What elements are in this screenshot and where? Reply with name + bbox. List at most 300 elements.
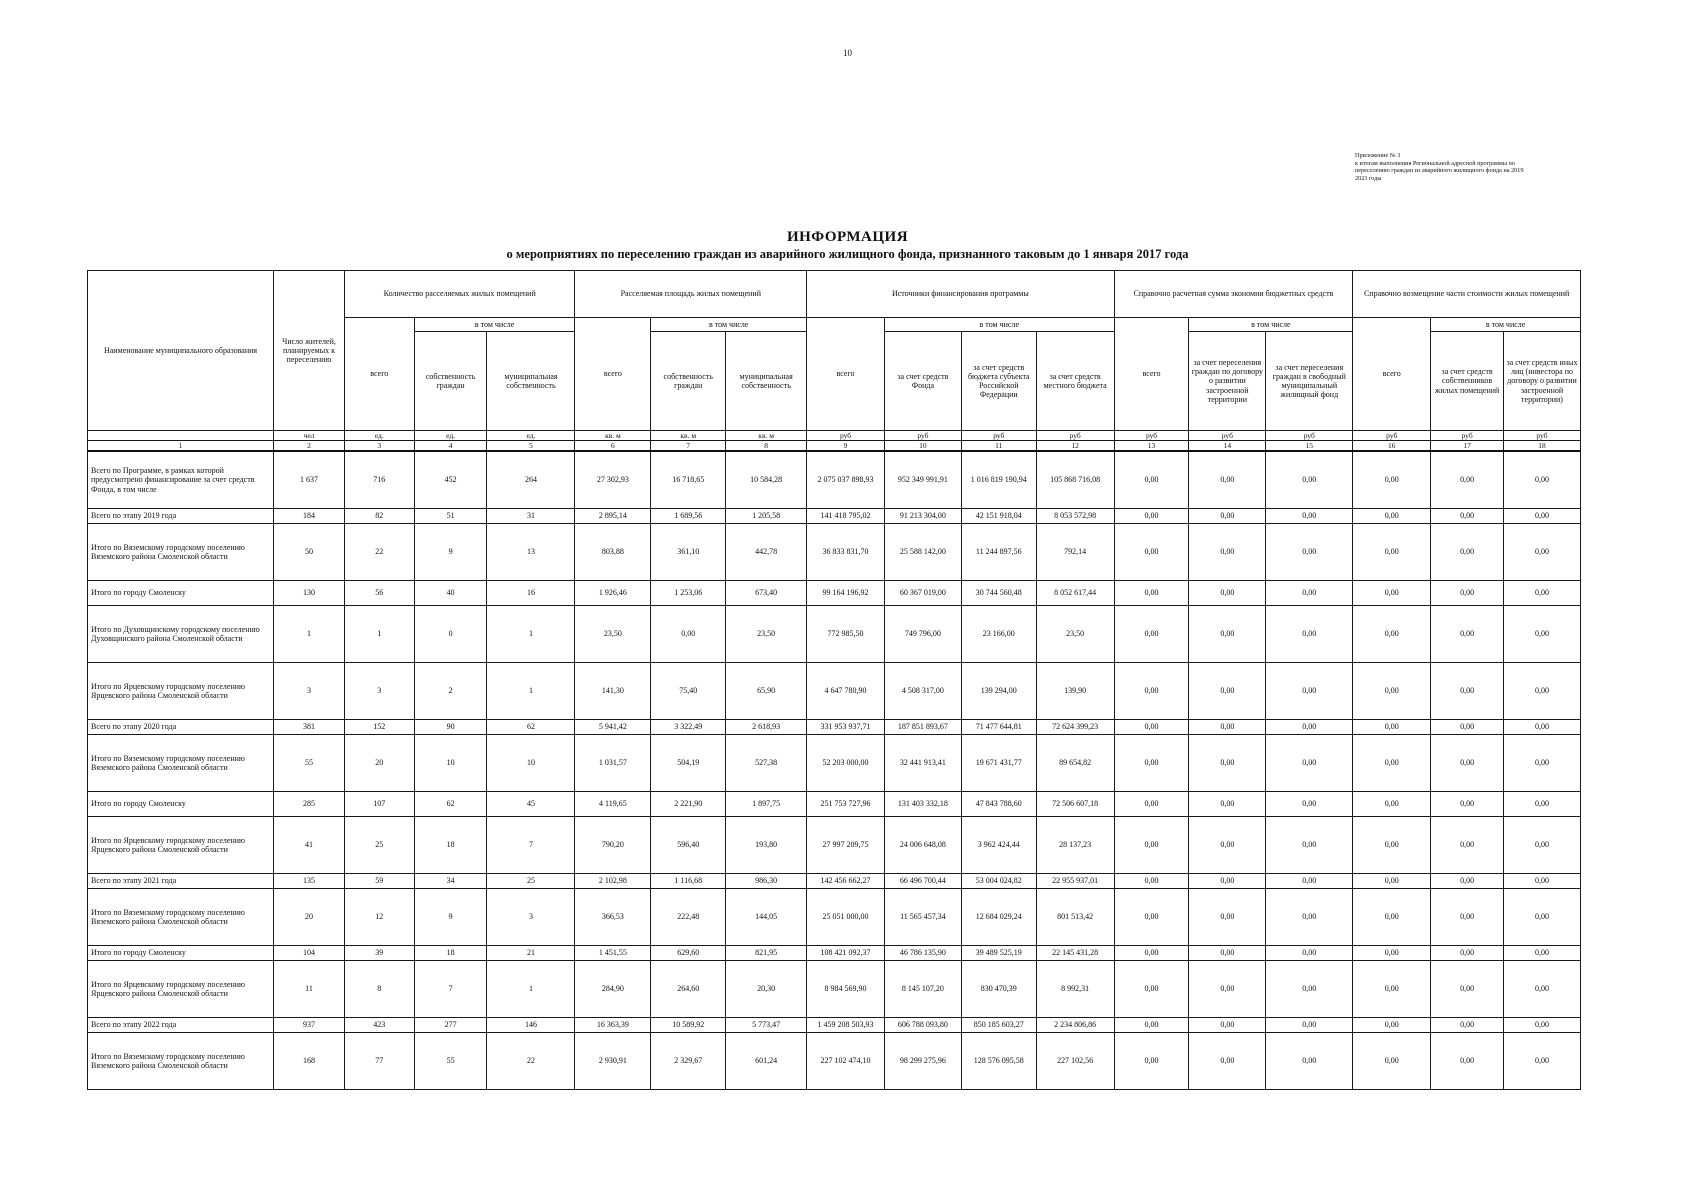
value-cell: 23,50	[1036, 606, 1114, 663]
value-cell: 23 166,00	[961, 606, 1036, 663]
value-cell: 60 367 019,00	[884, 581, 961, 606]
column-number-cell: 4	[414, 441, 487, 452]
value-cell: 2 329,67	[651, 1033, 726, 1090]
value-cell: 0,00	[1114, 606, 1189, 663]
unit-cell: кв. м	[575, 431, 651, 441]
value-cell: 0,00	[1503, 663, 1580, 720]
value-cell: 23,50	[726, 606, 807, 663]
value-cell: 0,00	[1114, 946, 1189, 961]
value-cell: 135	[274, 874, 345, 889]
value-cell: 952 349 991,91	[884, 451, 961, 509]
value-cell: 0,00	[1353, 1033, 1431, 1090]
header-incl: в том числе	[651, 318, 807, 332]
table-row	[88, 735, 1581, 792]
value-cell: 1	[344, 606, 414, 663]
table-row	[88, 1018, 1581, 1033]
value-cell: 0,00	[1189, 874, 1266, 889]
table-row	[88, 961, 1581, 1018]
value-cell: 139 294,00	[961, 663, 1036, 720]
value-cell: 423	[344, 1018, 414, 1033]
value-cell: 0,00	[1431, 720, 1504, 735]
value-cell: 0,00	[1266, 946, 1353, 961]
value-cell: 75,40	[651, 663, 726, 720]
value-cell: 99 164 196,92	[807, 581, 885, 606]
row-name-cell: Всего по Программе, в рамках которой предусмотрено финансирование за счет средств Фонда, в том числе	[88, 451, 274, 509]
value-cell: 830 470,39	[961, 961, 1036, 1018]
value-cell: 40	[414, 581, 487, 606]
value-cell: 0,00	[1114, 1033, 1189, 1090]
value-cell: 2 895,14	[575, 509, 651, 524]
value-cell: 2 618,93	[726, 720, 807, 735]
value-cell: 23,50	[575, 606, 651, 663]
value-cell: 0,00	[1353, 451, 1431, 509]
header-fund: за счет средств Фонда	[884, 332, 961, 431]
column-number-cell: 8	[726, 441, 807, 452]
unit-cell: руб	[961, 431, 1036, 441]
value-cell: 90	[414, 720, 487, 735]
header-subject-budget: за счет средств бюджета субъекта Российской Федерации	[961, 332, 1036, 431]
value-cell: 772 985,50	[807, 606, 885, 663]
unit-cell: ед.	[344, 431, 414, 441]
value-cell: 130	[274, 581, 345, 606]
units-row-group	[88, 431, 1581, 452]
header-incl: в том числе	[414, 318, 575, 332]
value-cell: 1 689,56	[651, 509, 726, 524]
value-cell: 0,00	[1114, 451, 1189, 509]
value-cell: 25 051 000,00	[807, 889, 885, 946]
value-cell: 55	[274, 735, 345, 792]
value-cell: 0,00	[1353, 524, 1431, 581]
value-cell: 18	[414, 946, 487, 961]
table-row	[88, 524, 1581, 581]
value-cell: 366,53	[575, 889, 651, 946]
header-group-economy: Справочно расчетная сумма экономии бюджетных средств	[1114, 271, 1353, 318]
value-cell: 72 506 607,18	[1036, 792, 1114, 817]
header-resettle-dev: за счет переселения граждан по договору о развитии застроенной территории	[1189, 332, 1266, 431]
value-cell: 56	[344, 581, 414, 606]
value-cell: 0,00	[1266, 817, 1353, 874]
value-cell: 0,00	[1189, 961, 1266, 1018]
value-cell: 0,00	[1431, 1033, 1504, 1090]
value-cell: 0,00	[1353, 509, 1431, 524]
header-area-owned: собственность граждан	[651, 332, 726, 431]
value-cell: 0,00	[1431, 524, 1504, 581]
value-cell: 28 137,23	[1036, 817, 1114, 874]
value-cell: 0,00	[1503, 451, 1580, 509]
value-cell: 25	[487, 874, 575, 889]
row-name-cell: Итого по Вяземскому городскому поселению Вяземского района Смоленской области	[88, 524, 274, 581]
header-local-budget: за счет средств местного бюджета	[1036, 332, 1114, 431]
table-row	[88, 509, 1581, 524]
value-cell: 0,00	[1503, 1018, 1580, 1033]
value-cell: 146	[487, 1018, 575, 1033]
value-cell: 55	[414, 1033, 487, 1090]
header-residents: Число жителей, планируемых к переселению	[274, 271, 345, 431]
value-cell: 0,00	[1189, 792, 1266, 817]
value-cell: 0,00	[1266, 509, 1353, 524]
value-cell: 89 654,82	[1036, 735, 1114, 792]
value-cell: 803,88	[575, 524, 651, 581]
value-cell: 141,30	[575, 663, 651, 720]
value-cell: 2 102,98	[575, 874, 651, 889]
value-cell: 361,10	[651, 524, 726, 581]
row-name-cell: Итого по Вяземскому городскому поселению Вяземского района Смоленской области	[88, 1033, 274, 1090]
header-area-total: всего	[575, 318, 651, 431]
value-cell: 105 868 716,08	[1036, 451, 1114, 509]
value-cell: 12 684 029,24	[961, 889, 1036, 946]
value-cell: 8 984 569,90	[807, 961, 885, 1018]
value-cell: 0,00	[1114, 889, 1189, 946]
value-cell: 0,00	[1353, 581, 1431, 606]
value-cell: 2 221,90	[651, 792, 726, 817]
value-cell: 801 513,42	[1036, 889, 1114, 946]
value-cell: 0,00	[1503, 889, 1580, 946]
header-rooms-municipal: муниципальная собственность	[487, 332, 575, 431]
value-cell: 251 753 727,96	[807, 792, 885, 817]
unit-cell: ед.	[487, 431, 575, 441]
value-cell: 790,20	[575, 817, 651, 874]
header-group-compensation: Справочно возмещение части стоимости жилых помещений	[1353, 271, 1581, 318]
value-cell: 227 102,56	[1036, 1033, 1114, 1090]
value-cell: 50	[274, 524, 345, 581]
column-number-cell: 13	[1114, 441, 1189, 452]
header-group-area: Расселяемая площадь жилых помещений	[575, 271, 807, 318]
value-cell: 0,00	[1431, 792, 1504, 817]
header-incl: в том числе	[1189, 318, 1353, 332]
column-number-cell: 12	[1036, 441, 1114, 452]
units-row	[88, 431, 1581, 441]
value-cell: 5 941,42	[575, 720, 651, 735]
value-cell: 4 508 317,00	[884, 663, 961, 720]
value-cell: 0,00	[1503, 524, 1580, 581]
value-cell: 66 496 700,44	[884, 874, 961, 889]
value-cell: 0,00	[1114, 817, 1189, 874]
row-name-cell: Итого по Вяземскому городскому поселению Вяземского района Смоленской области	[88, 735, 274, 792]
value-cell: 22 955 937,01	[1036, 874, 1114, 889]
value-cell: 16 363,39	[575, 1018, 651, 1033]
value-cell: 0,00	[1353, 946, 1431, 961]
unit-cell: руб	[1503, 431, 1580, 441]
value-cell: 0,00	[1503, 817, 1580, 874]
value-cell: 27 997 209,75	[807, 817, 885, 874]
row-name-cell: Итого по Ярцевскому городскому поселению Ярцевского района Смоленской области	[88, 817, 274, 874]
value-cell: 0,00	[1189, 946, 1266, 961]
value-cell: 264	[487, 451, 575, 509]
value-cell: 0,00	[1431, 874, 1504, 889]
value-cell: 2	[414, 663, 487, 720]
value-cell: 0,00	[1266, 889, 1353, 946]
value-cell: 821,95	[726, 946, 807, 961]
value-cell: 139,90	[1036, 663, 1114, 720]
header-rooms-owned: собственность граждан	[414, 332, 487, 431]
table-row	[88, 606, 1581, 663]
value-cell: 1	[487, 606, 575, 663]
value-cell: 53 004 024,82	[961, 874, 1036, 889]
value-cell: 10	[487, 735, 575, 792]
value-cell: 0,00	[1189, 524, 1266, 581]
value-cell: 0,00	[1431, 735, 1504, 792]
value-cell: 442,78	[726, 524, 807, 581]
value-cell: 4 119,65	[575, 792, 651, 817]
value-cell: 850 185 603,27	[961, 1018, 1036, 1033]
unit-cell: руб	[884, 431, 961, 441]
value-cell: 0,00	[1189, 1018, 1266, 1033]
value-cell: 0,00	[1114, 720, 1189, 735]
value-cell: 51	[414, 509, 487, 524]
value-cell: 77	[344, 1033, 414, 1090]
value-cell: 222,48	[651, 889, 726, 946]
value-cell: 0,00	[1353, 1018, 1431, 1033]
table-row	[88, 889, 1581, 946]
value-cell: 168	[274, 1033, 345, 1090]
value-cell: 0,00	[1431, 581, 1504, 606]
value-cell: 0,00	[1431, 946, 1504, 961]
value-cell: 41	[274, 817, 345, 874]
value-cell: 277	[414, 1018, 487, 1033]
value-cell: 0,00	[1353, 792, 1431, 817]
row-name-cell: Итого по Духовщинскому городскому поселению Духовщинского района Смоленской области	[88, 606, 274, 663]
column-number-cell: 16	[1353, 441, 1431, 452]
table-row	[88, 451, 1581, 509]
row-name-cell: Итого по городу Смоленску	[88, 792, 274, 817]
appendix-line: к итогам выполнения Региональной адресной программы по	[1355, 159, 1515, 167]
value-cell: 0,00	[1189, 889, 1266, 946]
row-name-cell: Итого по Вяземскому городскому поселению Вяземского района Смоленской области	[88, 889, 274, 946]
value-cell: 39 489 525,19	[961, 946, 1036, 961]
value-cell: 1 253,06	[651, 581, 726, 606]
header-finance-total: всего	[807, 318, 885, 431]
value-cell: 0,00	[1503, 792, 1580, 817]
value-cell: 27 302,93	[575, 451, 651, 509]
value-cell: 30 744 560,48	[961, 581, 1036, 606]
header-area-municipal: муниципальная собственность	[726, 332, 807, 431]
value-cell: 0,00	[1431, 889, 1504, 946]
value-cell: 91 213 304,00	[884, 509, 961, 524]
value-cell: 19 671 431,77	[961, 735, 1036, 792]
value-cell: 10 589,92	[651, 1018, 726, 1033]
value-cell: 108 421 092,37	[807, 946, 885, 961]
value-cell: 0,00	[1266, 451, 1353, 509]
table-row	[88, 817, 1581, 874]
header-group-finance: Источники финансирования программы	[807, 271, 1114, 318]
header-compensation-total: всего	[1353, 318, 1431, 431]
value-cell: 16	[487, 581, 575, 606]
header-other-persons: за счет средств иных лиц (инвестора по договору о развитии застроенной территории)	[1503, 332, 1580, 431]
table-row	[88, 792, 1581, 817]
value-cell: 0,00	[1189, 581, 1266, 606]
unit-cell: чел	[274, 431, 345, 441]
value-cell: 0,00	[1353, 961, 1431, 1018]
appendix-line: переселению граждан из аварийного жилищного фонда на 2019	[1355, 167, 1524, 175]
value-cell: 749 796,00	[884, 606, 961, 663]
column-number-cell: 11	[961, 441, 1036, 452]
value-cell: 25	[344, 817, 414, 874]
unit-cell: кв. м	[651, 431, 726, 441]
value-cell: 0,00	[1189, 817, 1266, 874]
value-cell: 7	[414, 961, 487, 1018]
value-cell: 20,30	[726, 961, 807, 1018]
value-cell: 11 244 897,56	[961, 524, 1036, 581]
value-cell: 0,00	[1266, 961, 1353, 1018]
column-number-cell: 1	[88, 441, 274, 452]
value-cell: 8	[344, 961, 414, 1018]
value-cell: 0,00	[1503, 509, 1580, 524]
value-cell: 20	[344, 735, 414, 792]
header-incl: в том числе	[884, 318, 1114, 332]
value-cell: 59	[344, 874, 414, 889]
value-cell: 0,00	[1266, 720, 1353, 735]
value-cell: 0,00	[1189, 606, 1266, 663]
value-cell: 0,00	[1503, 961, 1580, 1018]
unit-cell: руб	[1189, 431, 1266, 441]
value-cell: 527,38	[726, 735, 807, 792]
value-cell: 504,19	[651, 735, 726, 792]
value-cell: 0,00	[1114, 524, 1189, 581]
value-cell: 12	[344, 889, 414, 946]
value-cell: 193,80	[726, 817, 807, 874]
value-cell: 10 584,28	[726, 451, 807, 509]
row-name-cell: Всего по этапу 2019 года	[88, 509, 274, 524]
value-cell: 8 052 617,44	[1036, 581, 1114, 606]
value-cell: 0,00	[1431, 1018, 1504, 1033]
value-cell: 22	[344, 524, 414, 581]
row-name-cell: Итого по городу Смоленску	[88, 581, 274, 606]
value-cell: 8 145 107,20	[884, 961, 961, 1018]
value-cell: 227 102 474,10	[807, 1033, 885, 1090]
value-cell: 184	[274, 509, 345, 524]
value-cell: 1 926,46	[575, 581, 651, 606]
table-row	[88, 581, 1581, 606]
value-cell: 0,00	[1431, 663, 1504, 720]
value-cell: 45	[487, 792, 575, 817]
column-number-cell: 10	[884, 441, 961, 452]
value-cell: 2 234 806,86	[1036, 1018, 1114, 1033]
value-cell: 1 016 819 190,94	[961, 451, 1036, 509]
unit-cell: руб	[1036, 431, 1114, 441]
value-cell: 0,00	[1114, 1018, 1189, 1033]
value-cell: 8 992,31	[1036, 961, 1114, 1018]
value-cell: 601,24	[726, 1033, 807, 1090]
value-cell: 0,00	[1266, 663, 1353, 720]
value-cell: 986,30	[726, 874, 807, 889]
header-owners-funds: за счет средств собственников жилых помещений	[1431, 332, 1504, 431]
value-cell: 65,90	[726, 663, 807, 720]
unit-cell: руб	[807, 431, 885, 441]
table-row	[88, 946, 1581, 961]
value-cell: 24 006 648,08	[884, 817, 961, 874]
value-cell: 0,00	[1353, 817, 1431, 874]
value-cell: 0,00	[1353, 735, 1431, 792]
value-cell: 98 299 275,96	[884, 1033, 961, 1090]
value-cell: 0,00	[1114, 735, 1189, 792]
value-cell: 42 151 918,04	[961, 509, 1036, 524]
value-cell: 32 441 913,41	[884, 735, 961, 792]
value-cell: 0,00	[1114, 792, 1189, 817]
value-cell: 4 647 780,90	[807, 663, 885, 720]
value-cell: 144,05	[726, 889, 807, 946]
value-cell: 1	[487, 663, 575, 720]
value-cell: 25 588 142,00	[884, 524, 961, 581]
value-cell: 0,00	[1503, 606, 1580, 663]
value-cell: 34	[414, 874, 487, 889]
value-cell: 31	[487, 509, 575, 524]
appendix-line: 2023 годы	[1355, 174, 1382, 182]
column-number-cell: 5	[487, 441, 575, 452]
value-cell: 0,00	[1503, 735, 1580, 792]
value-cell: 3	[274, 663, 345, 720]
value-cell: 10	[414, 735, 487, 792]
column-number-cell: 9	[807, 441, 885, 452]
value-cell: 1 031,57	[575, 735, 651, 792]
header-group-rooms: Количество расселяемых жилых помещений	[344, 271, 575, 318]
value-cell: 0,00	[1353, 720, 1431, 735]
value-cell: 0,00	[1266, 735, 1353, 792]
unit-cell: руб	[1114, 431, 1189, 441]
unit-cell: руб	[1353, 431, 1431, 441]
value-cell: 331 953 937,71	[807, 720, 885, 735]
value-cell: 3	[344, 663, 414, 720]
unit-cell: руб	[1431, 431, 1504, 441]
value-cell: 0,00	[1503, 946, 1580, 961]
value-cell: 11 565 457,34	[884, 889, 961, 946]
value-cell: 285	[274, 792, 345, 817]
value-cell: 9	[414, 524, 487, 581]
value-cell: 1	[274, 606, 345, 663]
table-row	[88, 1033, 1581, 1090]
document-subtitle: о мероприятиях по переселению граждан из аварийного жилищного фонда, признанного таковым до 1 января 2017 года	[506, 247, 1189, 261]
value-cell: 716	[344, 451, 414, 509]
value-cell: 284,90	[575, 961, 651, 1018]
value-cell: 1 459 208 503,93	[807, 1018, 885, 1033]
value-cell: 142 456 662,27	[807, 874, 885, 889]
value-cell: 7	[487, 817, 575, 874]
value-cell: 381	[274, 720, 345, 735]
appendix-line: Приложение № 3	[1355, 152, 1401, 159]
value-cell: 0,00	[1114, 663, 1189, 720]
value-cell: 22 145 431,28	[1036, 946, 1114, 961]
value-cell: 1 897,75	[726, 792, 807, 817]
value-cell: 673,40	[726, 581, 807, 606]
value-cell: 0,00	[1266, 606, 1353, 663]
value-cell: 36 833 831,70	[807, 524, 885, 581]
value-cell: 629,60	[651, 946, 726, 961]
value-cell: 0,00	[1114, 874, 1189, 889]
value-cell: 2 075 037 898,93	[807, 451, 885, 509]
column-number-cell: 18	[1503, 441, 1580, 452]
value-cell: 1 451,55	[575, 946, 651, 961]
table-row	[88, 720, 1581, 735]
value-cell: 71 477 644,81	[961, 720, 1036, 735]
value-cell: 21	[487, 946, 575, 961]
value-cell: 11	[274, 961, 345, 1018]
value-cell: 606 788 093,80	[884, 1018, 961, 1033]
value-cell: 47 843 788,60	[961, 792, 1036, 817]
value-cell: 0,00	[1503, 581, 1580, 606]
column-number-cell: 2	[274, 441, 345, 452]
page-number: 10	[843, 48, 852, 58]
value-cell: 452	[414, 451, 487, 509]
value-cell: 0,00	[1266, 1018, 1353, 1033]
value-cell: 39	[344, 946, 414, 961]
value-cell: 1 205,58	[726, 509, 807, 524]
value-cell: 0,00	[1189, 720, 1266, 735]
header-rooms-total: всего	[344, 318, 414, 431]
value-cell: 0,00	[1431, 817, 1504, 874]
value-cell: 72 624 399,23	[1036, 720, 1114, 735]
value-cell: 3	[487, 889, 575, 946]
row-name-cell: Итого по Ярцевскому городскому поселению Ярцевского района Смоленской области	[88, 961, 274, 1018]
row-name-cell: Итого по городу Смоленску	[88, 946, 274, 961]
